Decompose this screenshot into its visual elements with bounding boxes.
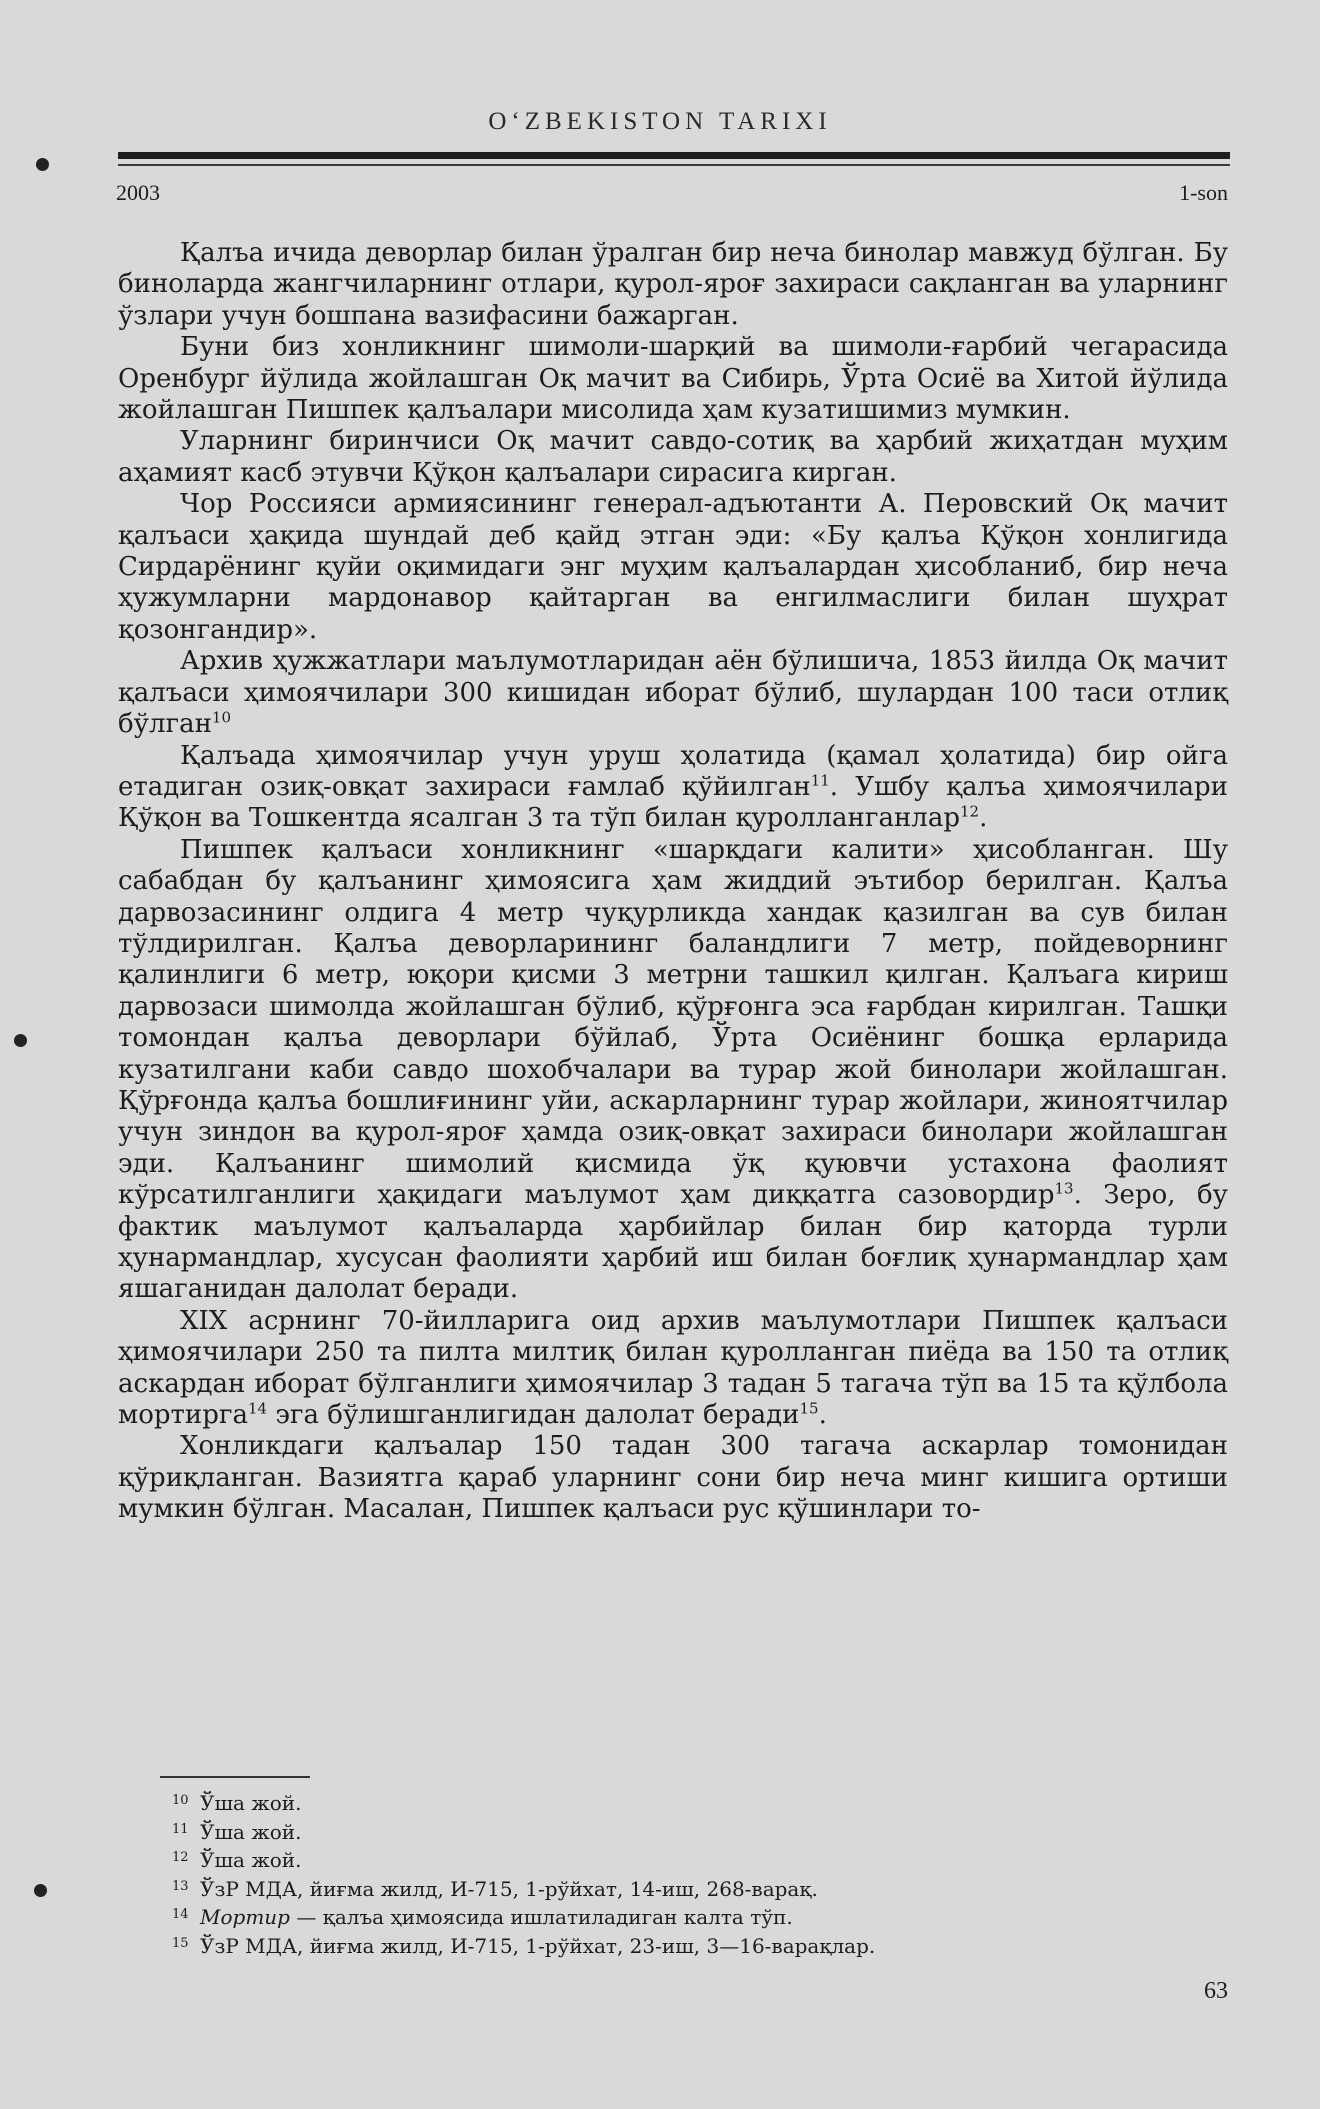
paragraph-text: . — [979, 803, 988, 834]
footnote-text: ЎзР МДА, йиғма жилд, И-715, 1-рўйхат, 23-иш, 3—16-варақлар. — [200, 1933, 876, 1958]
paragraph-text: Пишпек қалъаси хонликнинг «шарқдаги калити» ҳисобланган. Шу сабабдан бу қалъанинг ҳимоясига ҳам жиддий эътибор берилган. Қалъа дарвозасининг олдига 4 метр чуқурликда хандак қазилган ва сув билан тўлдирилган. Қалъа деворларининг баландлиги 7 метр, пойдеворнинг қалинлиги 6 метр, юқори қисми 3 метрни ташкил қилган. Қалъага кириш дарвозаси шимолда жойлашган бўлиб, қўрғонга эса ғарбдан кирилган. Ташқи томондан қалъа деворлари бўйлаб, Ўрта Осиёнинг бошқа ерларида кузатилгани каби савдо шохобчалари ва турар жой бинолари жойлашган. Қўрғонда қалъа бошлиғининг уйи, аскарларнинг турар жойлари, жиноятчилар учун зиндон ва қурол-яроғ ҳамда озиқ-овқат захираси бинолари жойлашган эди. Қалъанинг шимолий қисмида ўқ қуювчи устахона фаолият кўрсатилганлиги ҳақидаги маълумот ҳам диққатга сазовордир — [118, 834, 1228, 1211]
header-rule-thin — [118, 164, 1230, 166]
punch-hole-icon — [14, 1034, 27, 1047]
paragraph-text: XIX асрнинг 70-йилларига оид архив маълумотлари Пишпек қалъаси ҳимоячилари 250 та пилта милтиқ билан қуролланган пиёда ва 150 та отлиқ аскардан иборат бўлганлиги ҳимоячилар 3 тадан 5 тагача тўп ва 15 та қўлбола мортирга — [118, 1305, 1228, 1431]
punch-hole-icon — [36, 158, 49, 171]
footnote-ref[interactable]: 13 — [1054, 1179, 1074, 1198]
paragraph — [118, 646, 1228, 740]
paragraph — [118, 835, 1228, 1306]
footnote-number: 10 — [172, 1793, 189, 1808]
footnote-text: Ўша жой. — [200, 1819, 302, 1844]
footnote — [172, 1817, 1172, 1846]
paragraph: Уларнинг биринчиси Оқ мачит савдо-сотиқ ва ҳарбий жиҳатдан муҳим аҳамият касб этувчи Қўқон қалъалари сирасига кирган. — [118, 426, 1228, 488]
footnote-number: 11 — [172, 1821, 189, 1837]
footnote-ref[interactable]: 11 — [810, 771, 830, 790]
footnote-term: Мортир — [200, 1905, 290, 1930]
issue-number: 1-son — [1179, 180, 1228, 205]
paragraph: Чор Россияси армиясининг генерал-адъютанти А. Перовский Оқ мачит қалъаси ҳақида шундай деб қайд этган эди: «Бу қалъа Қўқон хонлигида Сирдарёнинг қуйи оқимидаги энг муҳим қалъалардан ҳисобланиб, бир неча ҳужумларни мардонавор қайтарган ва енгилмаслиги билан шуҳрат қозонгандир». — [118, 489, 1228, 645]
issue-year: 2003 — [116, 180, 160, 205]
footnote-ref[interactable]: 12 — [959, 802, 980, 821]
footnote-text: ЎзР МДА, йиғма жилд, И-715, 1-рўйхат, 14-иш, 268-варақ. — [200, 1876, 818, 1901]
footnotes — [172, 1788, 1172, 1960]
footnote-number: 14 — [172, 1907, 189, 1923]
paragraph: Хонликдаги қалъалар 150 тадан 300 тагача аскарлар томонидан қўриқланган. Вазиятга қараб уларнинг сони бир неча минг кишига ортиши мумкин бўлган. Масалан, Пишпек қалъаси рус қўшинлари то- — [118, 1431, 1228, 1525]
paragraph — [118, 1306, 1228, 1432]
paragraph-text: эга бўлишганлигидан далолат беради — [267, 1400, 800, 1431]
paragraph-text: Қалъада ҳимоячилар учун уруш ҳолатида (қамал ҳолатида) бир ойга етадиган озиқ-овқат захираси ғамлаб қўйилган — [118, 740, 1228, 802]
footnote-ref[interactable]: 10 — [211, 708, 232, 727]
paragraph: Қалъа ичида деворлар билан ўралган бир неча бинолар мавжуд бўлган. Бу биноларда жангчиларнинг отлари, қурол-яроғ захираси сақланган ва уларнинг ўзлари учун бошпана вазифасини бажарган. — [118, 238, 1228, 331]
paragraph-text: . — [818, 1400, 827, 1431]
article-body — [118, 238, 1228, 1526]
page-number: 63 — [1204, 1978, 1228, 2004]
footnote-divider — [160, 1776, 310, 1778]
footnote-text: Ўша жой. — [200, 1791, 302, 1815]
footnote-ref[interactable]: 15 — [799, 1399, 819, 1418]
footnote-number: 13 — [172, 1878, 189, 1894]
footnote — [172, 1788, 1172, 1817]
paragraph-text: . Зеро, бу фактик маълумот қалъаларда ҳарбийлар билан бир қаторда турли ҳунармандлар, хусусан фаолияти ҳарбий иш билан боғлиқ ҳунармандлар ҳам яшаганидан далолат беради. — [118, 1180, 1228, 1305]
paragraph: Буни биз хонликнинг шимоли-шарқий ва шимоли-ғарбий чегарасида Оренбург йўлида жойлашган Оқ мачит ва Сибирь, Ўрта Осиё ва Хитой йўлида жойлашган Пишпек қалъалари мисолида ҳам кузатишимиз мумкин. — [118, 332, 1228, 426]
footnote-text: Ўша жой. — [200, 1848, 302, 1873]
footnote — [172, 1845, 1172, 1874]
paragraph-text: . Ушбу қалъа ҳимоячилари Қўқон ва Тошкентда ясалган 3 та тўп билан қуролланганлар — [118, 771, 1228, 834]
journal-title: OʻZBEKISTON TARIXI — [488, 108, 832, 135]
footnote — [172, 1902, 1172, 1931]
punch-hole-icon — [34, 1884, 47, 1897]
footnote — [172, 1874, 1172, 1903]
footnote — [172, 1931, 1172, 1960]
paragraph — [118, 741, 1228, 835]
footnote-number: 15 — [172, 1935, 189, 1951]
footnote-ref[interactable]: 14 — [248, 1399, 268, 1418]
footnote-text: — қалъа ҳимоясида ишлатиладиган калта тўп. — [289, 1905, 793, 1930]
paragraph-text: Архив ҳужжатлари маълумотларидан аён бўлишича, 1853 йилда Оқ мачит қалъаси ҳимоячилари 300 кишидан иборат бўлиб, шулардан 100 таси отлиқ бўлган — [118, 646, 1228, 740]
header-rule — [118, 152, 1230, 159]
footnote-number: 12 — [172, 1850, 189, 1866]
